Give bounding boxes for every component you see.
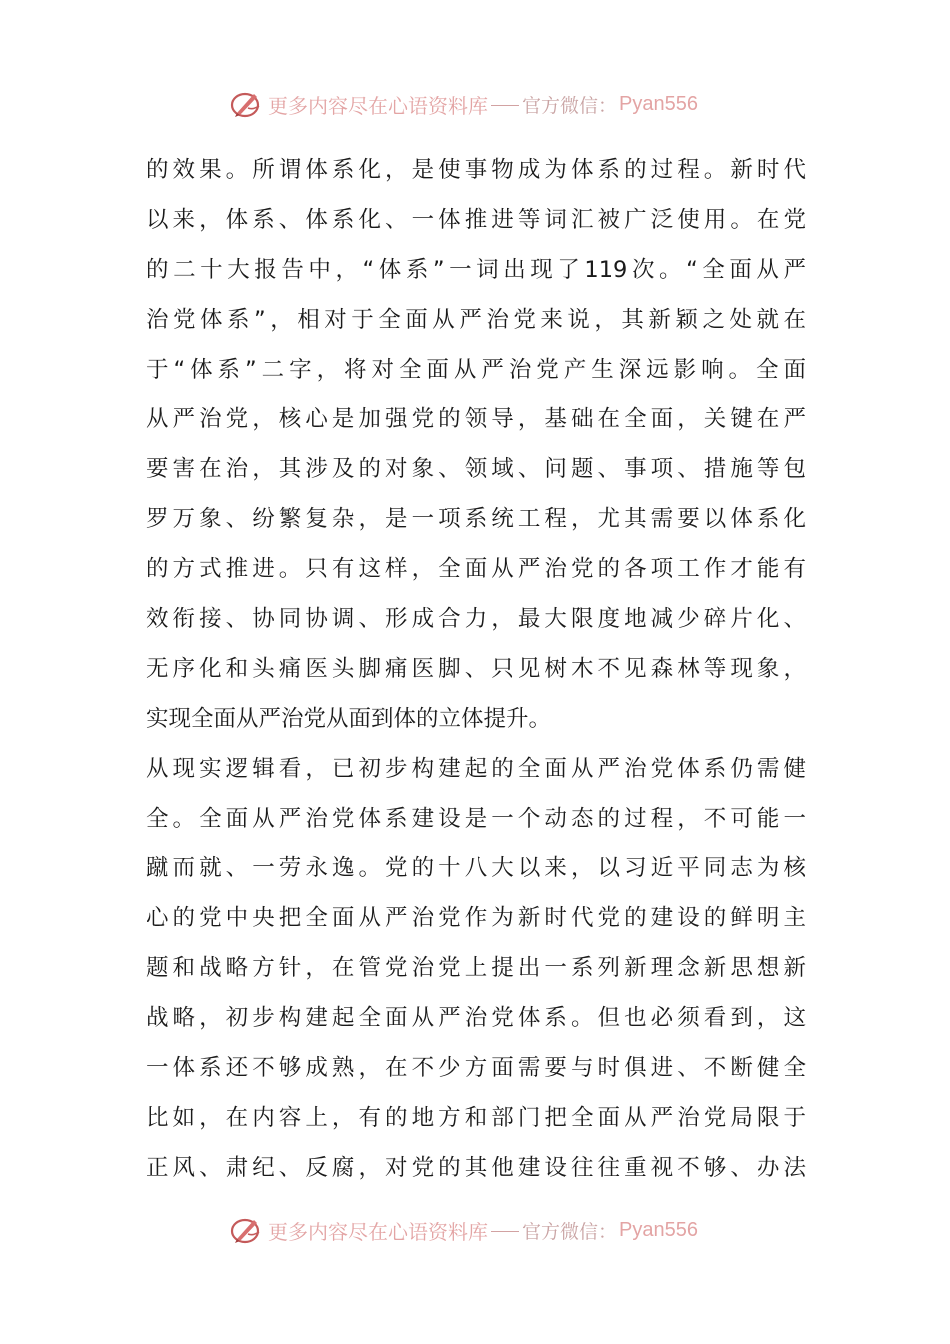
body-text: [146, 146, 806, 1194]
text-line: 效衔接、协同协调、形成合力，最大限度地减少碎片化、: [146, 606, 806, 633]
text-line: 蹴而就、一劳永逸。党的十八大以来，以习近平同志为核: [146, 855, 806, 882]
text-line: 比如，在内容上，有的地方和部门把全面从严治党局限于: [146, 1104, 806, 1131]
banner-dash: [491, 105, 519, 106]
text-line: 治党体系”，相对于全面从严治党来说，其新颖之处就在: [146, 306, 806, 333]
text-line: 无序化和头痛医头脚痛医脚、只见树木不见森林等现象，: [146, 655, 806, 682]
footer-banner: [228, 1210, 698, 1250]
text-line: 从严治党，核心是加强党的领导，基础在全面，关键在严: [146, 406, 806, 433]
text-line: 的二十大报告中，“体系”一词出现了119次。“全面从严: [146, 256, 806, 283]
banner-dash: [491, 1231, 519, 1232]
text-line: 一体系还不够成熟，在不少方面需要与时俱进、不断健全: [146, 1055, 806, 1082]
text-line: 的方式推进。只有这样，全面从严治党的各项工作才能有: [146, 556, 806, 583]
text-line: 心的党中央把全面从严治党作为新时代党的建设的鲜明主: [146, 905, 806, 932]
banner-wechat-id: Pyan556: [619, 1218, 698, 1241]
text-line: 全。全面从严治党体系建设是一个动态的过程，不可能一: [146, 805, 806, 832]
banner-label-text: 官方微信：: [522, 94, 618, 117]
text-line: 题和战略方针，在管党治党上提出一系列新理念新思想新: [146, 955, 806, 982]
text-line: 于“体系”二字，将对全面从严治党产生深远影响。全面: [146, 356, 806, 383]
text-line: 要害在治，其涉及的对象、领域、问题、事项、措施等包: [146, 456, 806, 483]
banner-wechat-id: Pyan556: [619, 92, 698, 115]
text-line: 罗万象、纷繁复杂，是一项系统工程，尤其需要以体系化: [146, 506, 806, 533]
text-line: 以来，体系、体系化、一体推进等词汇被广泛使用。在党: [146, 206, 806, 233]
text-line: 正风、肃纪、反腐，对党的其他建设往往重视不够、办法: [146, 1154, 806, 1181]
header-banner: [228, 84, 698, 124]
banner-main-text: 更多内容尽在心语资料库: [268, 1219, 488, 1244]
text-line: 的效果。所谓体系化，是使事物成为体系的过程。新时代: [146, 157, 806, 183]
text-line: 实现全面从严治党从面到体的立体提升。: [146, 705, 552, 732]
text-line: 战略，初步构建起全面从严治党体系。但也必须看到，这: [146, 1005, 806, 1032]
banner-label-text: 官方微信：: [522, 1220, 618, 1243]
pen-logo-icon: [228, 1212, 264, 1248]
pen-logo-icon: [228, 86, 264, 122]
text-line: 从现实逻辑看，已初步构建起的全面从严治党体系仍需健: [146, 755, 806, 782]
banner-main-text: 更多内容尽在心语资料库: [268, 93, 488, 118]
